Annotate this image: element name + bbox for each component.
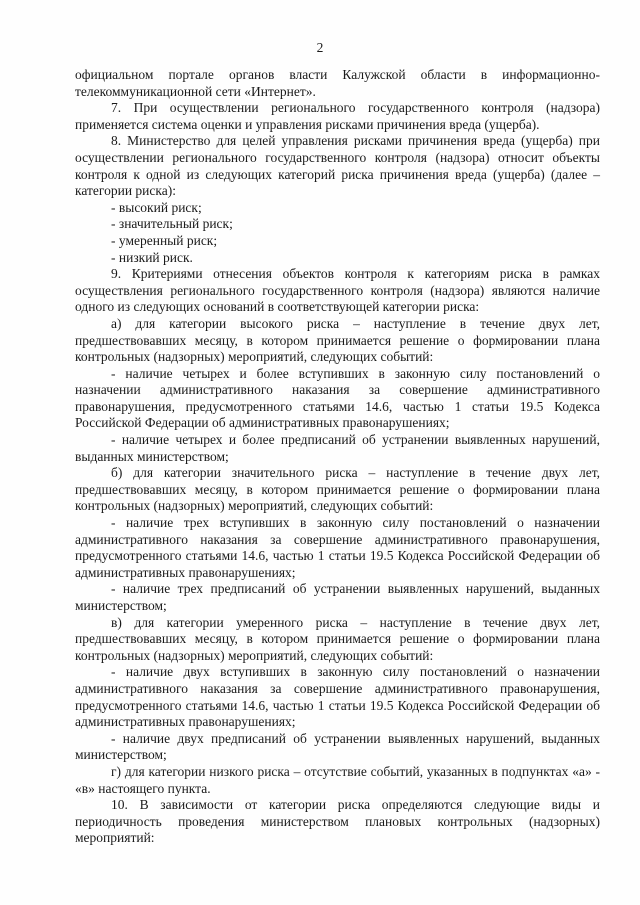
paragraph: 8. Министерство для целей управления рисками причинения вреда (ущерба) при осуществлении регионального государственного контроля (надзора) относит объекты контроля к одной из следующих категорий риска причинения вреда (ущерба) (далее – категории риска): — [75, 133, 600, 199]
document-body — [75, 67, 600, 847]
paragraph: - наличие четырех и более вступивших в законную силу постановлений о назначении административного наказания за совершение административного правонарушения, предусмотренного статьями 14.6, частью 1 статьи 19.5 Кодекса Российской Федерации об административных правонарушениях; — [75, 365, 600, 431]
paragraph: б) для категории значительного риска – наступление в течение двух лет, предшествовавших месяцу, в котором принимается решение о формировании плана контрольных (надзорных) мероприятий, следующих событий: — [75, 465, 600, 514]
paragraph: - наличие двух вступивших в законную силу постановлений о назначении административного наказания за совершение административного правонарушения, предусмотренного статьями 14.6, частью 1 статьи 19.5 Кодекса Российской Федерации об административных правонарушениях; — [75, 664, 600, 730]
list-item: - высокий риск; — [111, 199, 202, 215]
paragraph: 7. При осуществлении регионального государственного контроля (надзора) применяется система оценки и управления рисками причинения вреда (ущерба). — [75, 100, 600, 132]
list-item: - низкий риск. — [111, 249, 193, 265]
paragraph: а) для категории высокого риска – наступление в течение двух лет, предшествовавших месяцу, в котором принимается решение о формировании плана контрольных (надзорных) мероприятий, следующих событий: — [75, 315, 600, 365]
paragraph: официальном портале органов власти Калужской области в информационно-телекоммуникационной сети «Интернет». — [75, 67, 600, 99]
paragraph: - наличие двух предписаний об устранении выявленных нарушений, выданных министерством; — [75, 730, 600, 763]
list-item: - значительный риск; — [111, 216, 233, 232]
paragraph: - наличие четырех и более предписаний об устранении выявленных нарушений, выданных министерством; — [75, 432, 600, 464]
paragraph: 9. Критериями отнесения объектов контроля к категориям риска в рамках осуществления регионального государственного контроля (надзора) являются наличие одного из следующих оснований в соответствующей категории риска: — [75, 266, 600, 315]
paragraph: г) для категории низкого риска – отсутствие событий, указанных в подпунктах «а» - «в» настоящего пункта. — [75, 763, 600, 796]
paragraph: - наличие трех вступивших в законную силу постановлений о назначении административного наказания за совершение административного правонарушения, предусмотренного статьями 14.6, частью 1 статьи 19.5 Кодекса Российской Федерации об административных правонарушениях; — [75, 515, 600, 580]
paragraph: 10. В зависимости от категории риска определяются следующие виды и периодичность проведения министерством плановых контрольных (надзорных) мероприятий: — [75, 797, 600, 846]
page-number: 2 — [316, 40, 324, 55]
paragraph: в) для категории умеренного риска – наступление в течение двух лет, предшествовавших месяцу, в котором принимается решение о формировании плана контрольных (надзорных) мероприятий, следующих событий: — [75, 614, 600, 663]
list-item: - умеренный риск; — [111, 232, 218, 248]
paragraph: - наличие трех предписаний об устранении выявленных нарушений, выданных министерством; — [75, 581, 600, 613]
